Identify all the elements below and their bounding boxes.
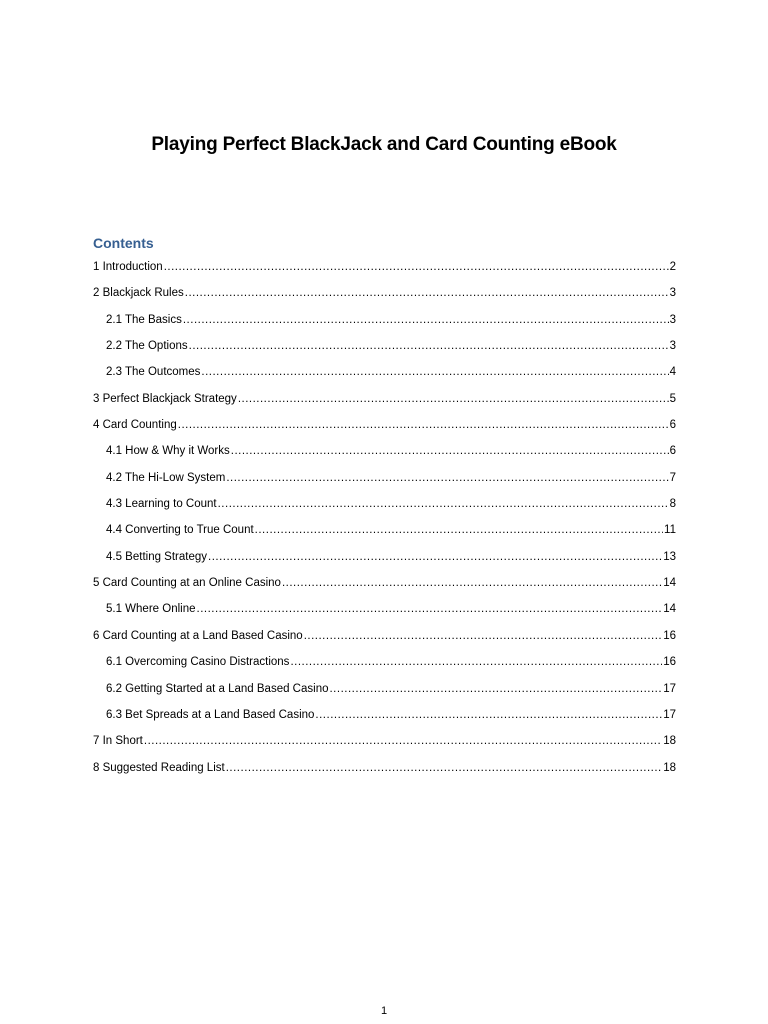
- toc-dot-leader: [164, 256, 669, 278]
- toc-dot-leader: [329, 678, 662, 700]
- toc-entry-page: 13: [663, 550, 676, 563]
- toc-dot-leader: [178, 414, 669, 436]
- toc-entry[interactable]: [93, 651, 676, 677]
- toc-entry-label: 4.3 Learning to Count: [106, 498, 217, 511]
- toc-dot-leader: [231, 440, 669, 462]
- toc-entry-page: 17: [663, 682, 676, 695]
- toc-entry-label: 4.4 Converting to True Count: [106, 524, 254, 537]
- toc-entry-label: 6.2 Getting Started at a Land Based Casino: [106, 682, 329, 695]
- toc-entry-label: 4 Card Counting: [93, 419, 177, 432]
- toc-entry[interactable]: [93, 519, 676, 545]
- toc-entry-page: 5: [669, 392, 676, 405]
- toc-entry-label: 2 Blackjack Rules: [93, 287, 184, 300]
- document-title: Playing Perfect BlackJack and Card Counting eBook: [151, 134, 617, 155]
- toc-entry-label: 6.3 Bet Spreads at a Land Based Casino: [106, 708, 315, 721]
- toc-entry-page: 3: [669, 287, 676, 300]
- toc-dot-leader: [208, 546, 662, 568]
- toc-entry[interactable]: [93, 730, 676, 756]
- toc-entry-page: 11: [664, 524, 676, 537]
- toc-entry[interactable]: [93, 282, 676, 308]
- toc-entry-page: 17: [663, 708, 676, 721]
- toc-dot-leader: [183, 309, 669, 331]
- toc-entry-label: 6 Card Counting at a Land Based Casino: [93, 629, 303, 642]
- toc-entry[interactable]: [93, 388, 676, 414]
- toc-entry[interactable]: [93, 757, 676, 783]
- page-number: 1: [380, 1005, 388, 1017]
- toc-dot-leader: [226, 467, 668, 489]
- toc-entry-label: 1 Introduction: [93, 261, 163, 273]
- toc-entry-label: 2.3 The Outcomes: [106, 366, 201, 379]
- toc-entry-page: 2: [669, 261, 676, 273]
- toc-dot-leader: [304, 625, 663, 647]
- toc-entry-label: 4.1 How & Why it Works: [106, 445, 230, 458]
- toc-entry-page: 16: [663, 656, 676, 669]
- toc-entry-page: 8: [669, 498, 676, 511]
- toc-entry[interactable]: [93, 414, 676, 440]
- toc-entry-page: 16: [663, 629, 676, 642]
- toc-dot-leader: [226, 757, 662, 779]
- toc-entry-label: 7 In Short: [93, 735, 143, 748]
- toc-entry-page: 18: [663, 761, 676, 774]
- toc-entry[interactable]: [93, 361, 676, 387]
- toc-entry-label: 4.2 The Hi-Low System: [106, 471, 226, 484]
- toc-entry-page: 4: [669, 366, 676, 379]
- contents-heading: Contents: [93, 235, 154, 251]
- toc-entry[interactable]: [93, 572, 676, 598]
- toc-dot-leader: [315, 704, 662, 726]
- toc-entry[interactable]: [93, 440, 676, 466]
- toc-dot-leader: [201, 361, 668, 383]
- toc-entry[interactable]: [93, 704, 676, 730]
- toc-dot-leader: [189, 335, 669, 357]
- toc-dot-leader: [185, 282, 669, 304]
- toc-dot-leader: [255, 519, 663, 541]
- toc-entry[interactable]: [93, 678, 676, 704]
- toc-entry[interactable]: [93, 309, 676, 335]
- toc-entry[interactable]: [93, 256, 676, 282]
- toc-dot-leader: [290, 651, 662, 673]
- toc-entry-page: 6: [669, 445, 676, 458]
- toc-dot-leader: [144, 730, 662, 752]
- toc-dot-leader: [218, 493, 669, 515]
- toc-entry-label: 3 Perfect Blackjack Strategy: [93, 392, 237, 405]
- toc-entry[interactable]: [93, 493, 676, 519]
- toc-entry-page: 14: [663, 577, 676, 590]
- toc-entry-label: 2.2 The Options: [106, 340, 188, 353]
- toc-entry-label: 4.5 Betting Strategy: [106, 550, 208, 563]
- toc-entry-page: 3: [669, 313, 676, 326]
- toc-dot-leader: [282, 572, 662, 594]
- toc-dot-leader: [197, 598, 663, 620]
- toc-entry-label: 2.1 The Basics: [106, 313, 182, 326]
- toc-entry-page: 14: [663, 603, 676, 616]
- table-of-contents: [93, 256, 676, 783]
- toc-dot-leader: [238, 388, 669, 410]
- toc-entry[interactable]: [93, 625, 676, 651]
- toc-entry[interactable]: [93, 467, 676, 493]
- toc-entry[interactable]: [93, 335, 676, 361]
- toc-entry-label: 5 Card Counting at an Online Casino: [93, 577, 281, 590]
- toc-entry[interactable]: [93, 546, 676, 572]
- toc-entry-label: 8 Suggested Reading List: [93, 761, 225, 774]
- toc-entry-page: 18: [663, 735, 676, 748]
- toc-entry-page: 7: [669, 471, 676, 484]
- toc-entry-label: 6.1 Overcoming Casino Distractions: [106, 656, 290, 669]
- toc-entry[interactable]: [93, 598, 676, 624]
- toc-entry-page: 3: [669, 340, 676, 353]
- toc-entry-page: 6: [669, 419, 676, 432]
- toc-entry-label: 5.1 Where Online: [106, 603, 196, 616]
